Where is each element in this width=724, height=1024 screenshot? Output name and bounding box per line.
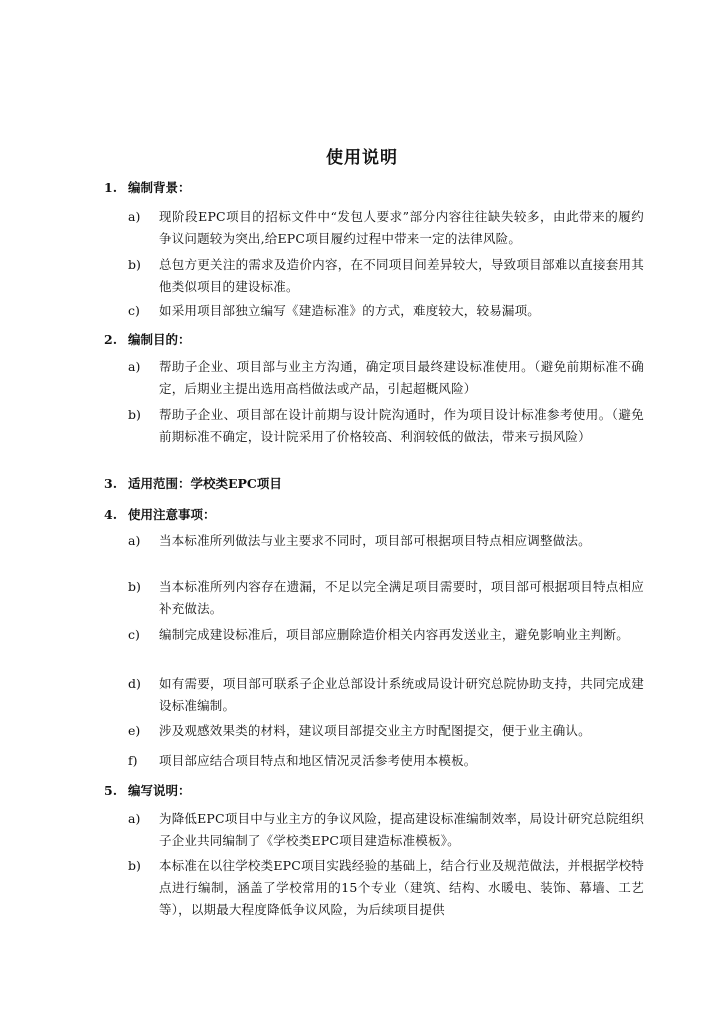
list-item bbox=[128, 300, 644, 322]
section-number: 4. bbox=[104, 507, 118, 522]
list-item bbox=[128, 855, 644, 921]
item-text: 编制完成建设标准后，项目部应删除造价相关内容再发送业主，避免影响业主判断。 bbox=[159, 627, 629, 642]
item-text: 总包方更关注的需求及造价内容，在不同项目间差异较大，导致项目部难以直接套用其他类似项目的建设标准。 bbox=[159, 257, 644, 294]
section-heading-text: 编写说明： bbox=[128, 783, 191, 798]
item-marker: b) bbox=[128, 579, 141, 594]
section-heading-text: 使用注意事项： bbox=[128, 507, 216, 522]
list-item bbox=[128, 206, 644, 250]
item-text: 当本标准所列内容存在遗漏，不足以完全满足项目需要时，项目部可根据项目特点相应补充做法。 bbox=[159, 579, 644, 616]
section-number: 3. bbox=[104, 476, 118, 491]
list-item bbox=[128, 624, 644, 646]
list-item bbox=[128, 404, 644, 448]
page-title: 使用说明 bbox=[326, 148, 398, 168]
item-marker: b) bbox=[128, 257, 141, 272]
section-heading-text: 编制目的： bbox=[128, 332, 191, 347]
item-marker: a) bbox=[128, 359, 141, 374]
list-item bbox=[128, 808, 644, 852]
section-heading-3 bbox=[104, 474, 282, 492]
item-marker: b) bbox=[128, 407, 141, 422]
section-number: 2. bbox=[104, 332, 118, 347]
list-item bbox=[128, 576, 644, 620]
section-heading-1 bbox=[104, 178, 191, 196]
list-item bbox=[128, 530, 644, 552]
item-marker: c) bbox=[128, 303, 140, 318]
item-text: 为降低EPC项目中与业主方的争议风险，提高建设标准编制效率，局设计研究总院组织子企业共同编制了《学校类EPC项目建造标准模板》。 bbox=[159, 811, 644, 848]
item-marker: c) bbox=[128, 627, 140, 642]
item-marker: e) bbox=[128, 723, 141, 738]
list-item bbox=[128, 673, 644, 717]
list-item bbox=[128, 356, 644, 400]
item-marker: d) bbox=[128, 676, 141, 691]
section-heading-5 bbox=[104, 781, 191, 799]
section-heading-4 bbox=[104, 505, 216, 523]
item-marker: f) bbox=[128, 753, 138, 768]
item-marker: a) bbox=[128, 811, 141, 826]
section-number: 1. bbox=[104, 180, 118, 195]
item-text: 如有需要，项目部可联系子企业总部设计系统或局设计研究总院协助支持，共同完成建设标准编制。 bbox=[159, 676, 644, 713]
item-text: 现阶段EPC项目的招标文件中“发包人要求”部分内容往往缺失较多，由此带来的履约争议问题较为突出,给EPC项目履约过程中带来一定的法律风险。 bbox=[159, 209, 644, 246]
item-text: 如采用项目部独立编写《建造标准》的方式，难度较大，较易漏项。 bbox=[159, 303, 541, 318]
list-item bbox=[128, 750, 644, 772]
item-text: 本标准在以往学校类EPC项目实践经验的基础上，结合行业及规范做法，并根据学校特点进行编制，涵盖了学校常用的15个专业（建筑、结构、水暖电、装饰、幕墙、工艺等），以期最大程度降低争议风险，为后续项目提供 bbox=[159, 858, 644, 917]
item-marker: a) bbox=[128, 209, 141, 224]
section-heading-2 bbox=[104, 330, 191, 348]
list-item bbox=[128, 720, 644, 742]
section-heading-text: 编制背景： bbox=[128, 180, 191, 195]
item-marker: b) bbox=[128, 858, 141, 873]
item-text: 涉及观感效果类的材料，建议项目部提交业主方时配图提交，便于业主确认。 bbox=[159, 723, 591, 738]
item-text: 帮助子企业、项目部与业主方沟通，确定项目最终建设标准使用。（避免前期标准不确定，后期业主提出选用高档做法或产品，引起超概风险） bbox=[159, 359, 644, 396]
item-text: 项目部应结合项目特点和地区情况灵活参考使用本模板。 bbox=[159, 753, 477, 768]
item-text: 当本标准所列做法与业主要求不同时，项目部可根据项目特点相应调整做法。 bbox=[159, 533, 591, 548]
list-item bbox=[128, 254, 644, 298]
item-text: 帮助子企业、项目部在设计前期与设计院沟通时，作为项目设计标准参考使用。（避免前期标准不确定，设计院采用了价格较高、利润较低的做法，带来亏损风险） bbox=[159, 407, 644, 444]
section-heading-text: 适用范围：学校类EPC项目 bbox=[128, 476, 282, 491]
section-number: 5. bbox=[104, 783, 118, 798]
item-marker: a) bbox=[128, 533, 141, 548]
